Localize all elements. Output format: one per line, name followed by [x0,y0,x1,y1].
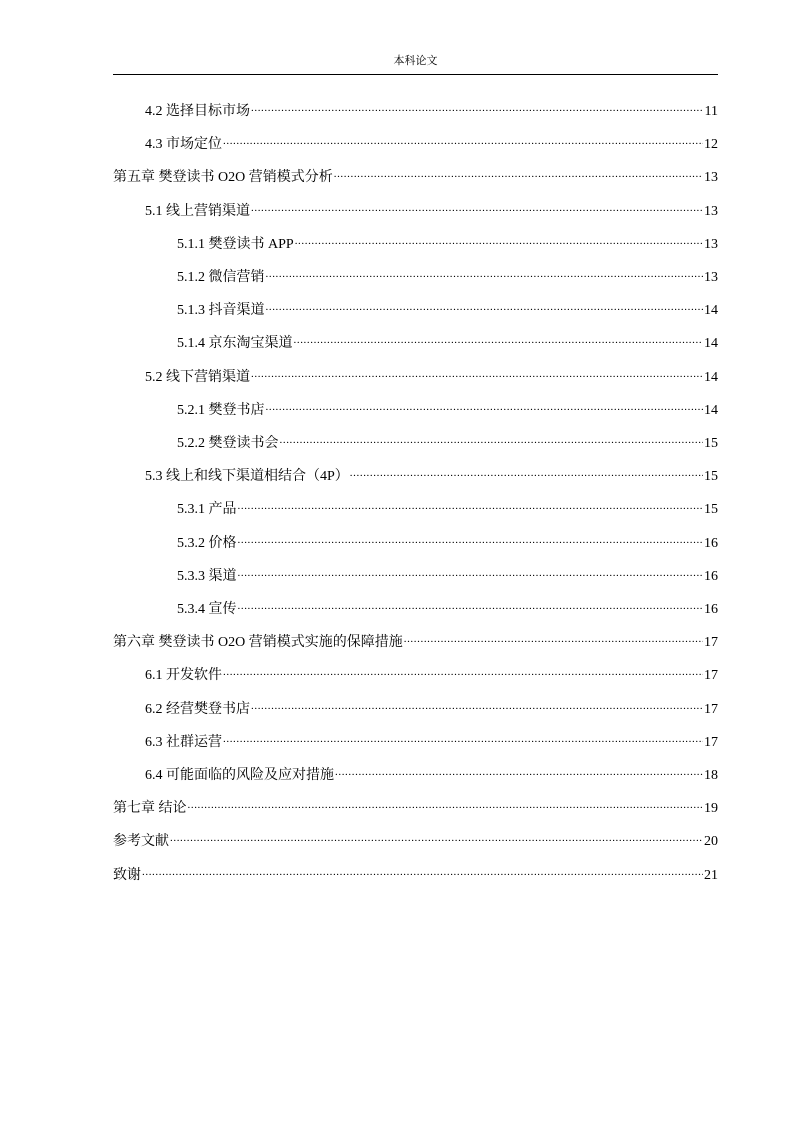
toc-entry[interactable] [145,765,718,787]
toc-dot-leader [238,566,704,580]
toc-entry-label: 5.1.4 京东淘宝渠道 [177,336,293,352]
toc-entry[interactable] [177,566,718,588]
toc-page-number: 15 [704,436,718,451]
toc-entry-label: 5.2.2 樊登读书会 [177,436,279,451]
toc-entry-label: 5.3.3 渠道 [177,568,237,584]
running-header: 本科论文 [393,55,438,67]
toc-entry[interactable] [177,533,718,555]
toc-entry[interactable] [145,101,718,123]
toc-page-number: 21 [704,867,718,883]
toc-page-number: 16 [704,568,718,584]
toc-page-number: 12 [704,137,718,153]
toc-dot-leader [223,732,703,746]
toc-page-number: 14 [704,402,718,418]
toc-entry-label: 6.1 开发软件 [145,668,222,684]
toc-entry-label: 6.3 社群运营 [145,734,222,750]
toc-dot-leader [223,665,703,679]
toc-dot-leader [188,798,704,812]
toc-page-number: 14 [704,303,718,319]
toc-dot-leader [350,466,703,480]
toc-entry[interactable] [145,665,718,687]
toc-entry-label: 5.2.1 樊登书店 [177,402,265,418]
toc-entry-label: 4.3 市场定位 [145,137,222,153]
toc-dot-leader [251,201,703,215]
toc-dot-leader [266,267,704,281]
toc-entry-chapter[interactable] [113,167,718,189]
toc-entry-label: 5.1.2 微信营销 [177,270,265,285]
toc-entry-label: 第五章 樊登读书 O2O 营销模式分析 [113,170,333,186]
toc-entry-label: 4.2 选择目标市场 [145,104,250,119]
toc-entry[interactable] [145,367,718,389]
toc-entry[interactable] [177,599,718,621]
toc-page-number: 16 [704,602,718,617]
toc-entry-label: 致谢 [113,867,141,883]
toc-entry[interactable] [145,732,718,754]
toc-entry-label: 5.2 线下营销渠道 [145,369,250,385]
toc-page-number: 11 [704,104,718,119]
toc-dot-leader [334,167,703,181]
toc-page-number: 14 [704,336,718,352]
toc-dot-leader [223,134,703,148]
toc-page-number: 20 [704,834,718,850]
toc-entry-chapter[interactable] [113,798,718,820]
toc-page-number: 18 [704,768,718,783]
toc-entry[interactable] [145,699,718,721]
toc-entry-label: 6.2 经营樊登书店 [145,701,250,717]
toc-entry[interactable] [177,267,718,289]
toc-page-number: 13 [704,270,718,285]
toc-entry[interactable] [177,234,718,256]
toc-page-number: 17 [704,734,718,750]
toc-entry[interactable] [177,300,718,322]
toc-dot-leader [251,101,704,115]
toc-entry-label: 5.1 线上营销渠道 [145,203,250,219]
toc-dot-leader [266,400,704,414]
toc-page-number: 13 [704,203,718,219]
toc-dot-leader [251,699,703,713]
toc-page-number: 13 [704,236,718,252]
toc-dot-leader [238,533,704,547]
toc-entry[interactable] [145,134,718,156]
toc-dot-leader [266,300,704,314]
toc-dot-leader [170,831,703,845]
toc-page-number: 15 [704,469,718,485]
toc-dot-leader [294,333,704,347]
toc-dot-leader [238,599,704,613]
toc-dot-leader [142,865,703,879]
toc-page-number: 19 [704,801,718,817]
toc-entry[interactable] [145,466,718,488]
toc-entry-label: 5.3.2 价格 [177,535,237,551]
toc-page-number: 16 [704,535,718,551]
toc-entry-chapter[interactable] [113,865,718,887]
toc-page-number: 17 [704,635,718,651]
toc-entry-label: 5.3.4 宣传 [177,602,237,617]
toc-dot-leader [251,367,703,381]
toc-dot-leader [238,499,704,513]
toc-entry-label: 第七章 结论 [113,801,187,817]
toc-page-number: 14 [704,369,718,385]
toc-entry-label: 第六章 樊登读书 O2O 营销模式实施的保障措施 [113,635,403,651]
toc-dot-leader [404,632,703,646]
toc-entry-label: 5.3.1 产品 [177,502,237,518]
toc-dot-leader [295,234,703,248]
header-rule [113,74,718,75]
toc-page-number: 17 [704,701,718,717]
toc-page-number: 17 [704,668,718,684]
toc-entry-chapter[interactable] [113,632,718,654]
toc-page-number: 13 [704,170,718,186]
toc-page-number: 15 [704,502,718,518]
toc-dot-leader [280,433,704,447]
toc-entry-label: 6.4 可能面临的风险及应对措施 [145,768,334,783]
toc-entry-chapter[interactable] [113,831,718,853]
toc-dot-leader [335,765,703,779]
toc-entry-label: 5.1.3 抖音渠道 [177,303,265,319]
toc-entry[interactable] [177,433,718,455]
toc-entry[interactable] [177,333,718,355]
toc-entry[interactable] [177,400,718,422]
toc-entry-label: 参考文献 [113,834,169,850]
toc-entry[interactable] [145,201,718,223]
toc-entry-label: 5.3 线上和线下渠道相结合（4P） [145,469,349,485]
toc-entry-label: 5.1.1 樊登读书 APP [177,236,294,252]
toc-entry[interactable] [177,499,718,521]
